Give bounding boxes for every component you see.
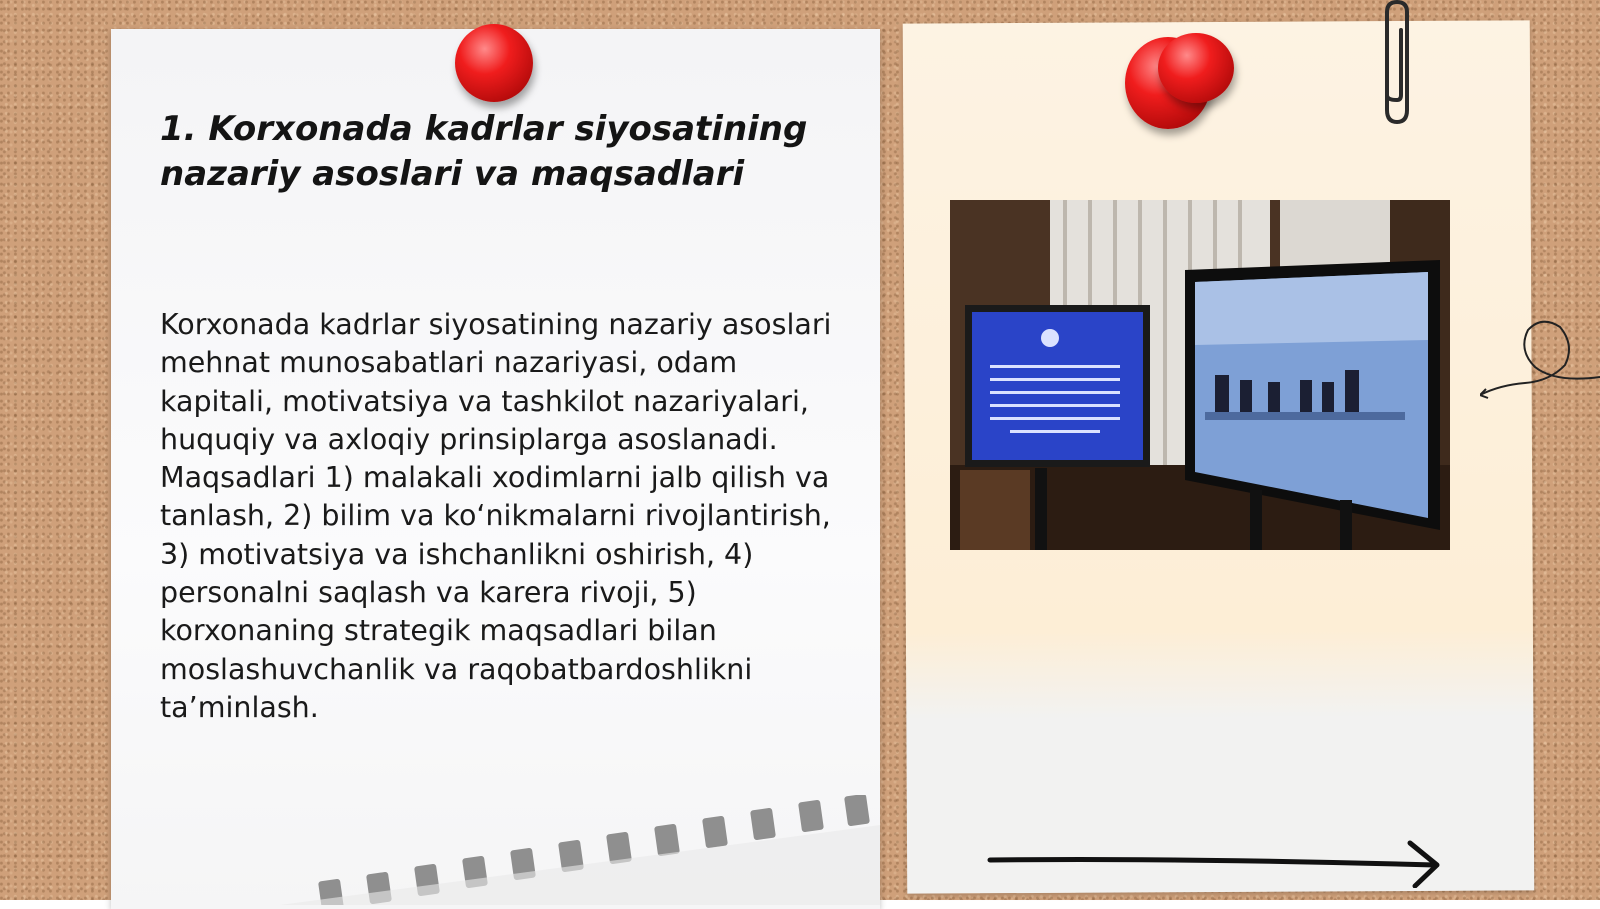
slide-title: 1. Korxonada kadrlar siyosatining nazariy asoslari va maqsadlari [160,109,808,194]
torn-notebook-edge [280,795,880,905]
conference-photo [950,200,1450,550]
push-pin-icon [455,24,533,102]
slide-body-text: Korxonada kadrlar siyosatining nazariy asoslari mehnat munosabatlari nazariyasi, odam kapitali, motivatsiya va tashkilot nazariyalari, huquqiy va axloqiy prinsiplarga asoslanadi. Maqsadlari 1) malakali xodimlarni jalb qilish va tanlash, 2) bilim va ko‘nikmalarni rivojlantirish, 3) motivatsiya va ishchanlikni oshirish, 4) personalni saqlash va karera rivoji, 5) korxonaning strategik maqsadlari bilan moslashuvchanlik va raqobatbardoshlikni ta’minlash. [160,308,832,724]
push-pin-icon [1158,33,1234,103]
paperclip-icon [1375,0,1415,125]
string-loop-decoration [1480,315,1600,405]
arrow-right-icon [985,838,1450,888]
